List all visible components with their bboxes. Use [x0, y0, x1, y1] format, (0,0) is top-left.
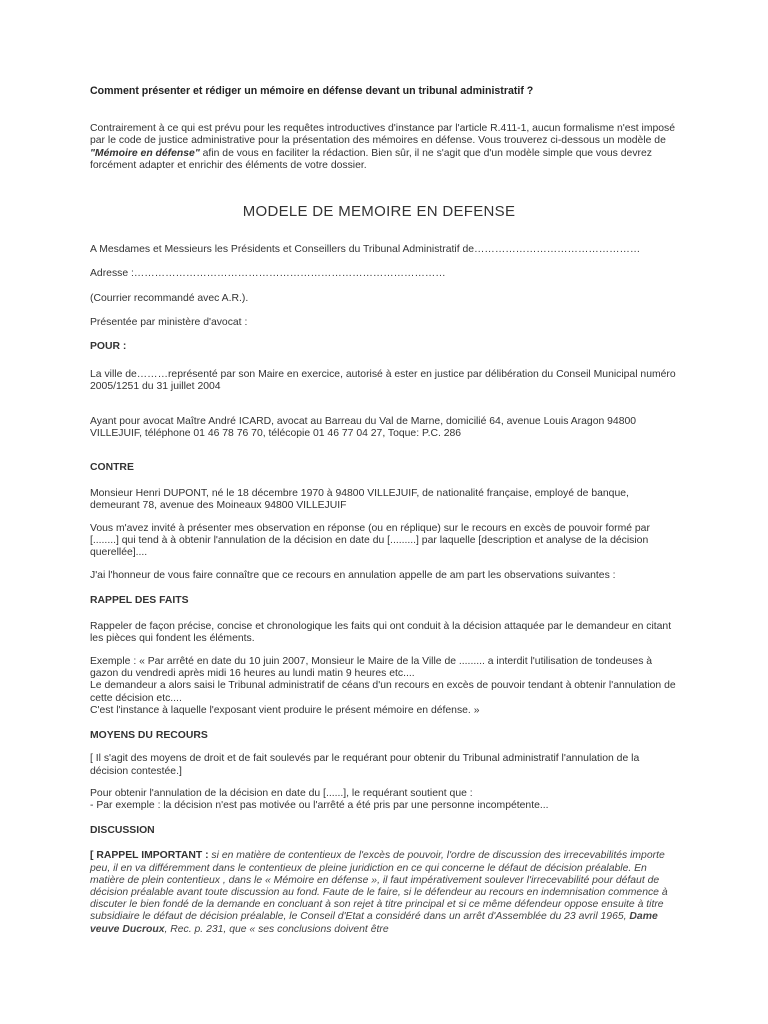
- moyens-heading: MOYENS DU RECOURS: [90, 730, 208, 742]
- obtenir-paragraph: [90, 788, 680, 812]
- faits-heading: RAPPEL DES FAITS: [90, 595, 189, 607]
- exemple-paragraph: [90, 656, 680, 717]
- intro-emphasis: "Mémoire en défense": [90, 147, 200, 159]
- obtenir-line: Pour obtenir l'annulation de la décision en date du [......], le requérant soutient que :: [90, 787, 473, 799]
- intro-text-start: Contrairement à ce qui est prévu pour les requêtes introductives d'instance par l'article R.411-1, aucun formalisme n'est imposé par le code de justice administrative pour la présentation des mémoires en défense. Vous trouverez ci-dessous un modèle de: [90, 123, 676, 147]
- question-title: Comment présenter et rédiger un mémoire en défense devant un tribunal administratif ?: [90, 85, 534, 97]
- contre-paragraph: Monsieur Henri DUPONT, né le 18 décembre 1970 à 94800 VILLEJUIF, de nationalité française, employé de banque, demeurant 78, avenue des Moineaux 94800 VILLEJUIF: [90, 488, 629, 512]
- rappel-bracket: [: [90, 850, 94, 862]
- faits-paragraph: Rappeler de façon précise, concise et chronologique les faits qui ont conduit à la décision attaquée par le demandeur en citant les pièces qui fondent les éléments.: [90, 620, 672, 644]
- addressee-line: A Mesdames et Messieurs les Présidents et Conseillers du Tribunal Administratif de…………………………………………: [90, 244, 641, 256]
- pour-heading: POUR :: [90, 341, 127, 353]
- exemple-line: Le demandeur a alors saisi le Tribunal administratif de céans d'un recours en excès de pouvoir tendant à obtenir l'annulation de cette décision etc....: [90, 680, 676, 704]
- presentee-line: Présentée par ministère d'avocat :: [90, 316, 248, 328]
- obtenir-line: - Par exemple : la décision n'est pas motivée ou l'arrêté a été pris par une personne incompétente...: [90, 799, 549, 811]
- address-line: Adresse :………………………………………………………………………………: [90, 268, 446, 280]
- courrier-line: (Courrier recommandé avec A.R.).: [90, 292, 249, 304]
- pour-paragraph: La ville de………représenté par son Maire en exercice, autorisé à ester en justice par délibération du Conseil Municipal numéro 2005/1251 du 31 juillet 2004: [90, 369, 676, 393]
- exemple-line: Exemple : « Par arrêté en date du 10 juin 2007, Monsieur le Maire de la Ville de ......... a interdit l'utilisation de tondeuses à gazon du vendredi après midi 16 heures au lundi matin 9 heures etc....: [90, 656, 653, 680]
- exemple-line: C'est l'instance à laquelle l'exposant vient produire le présent mémoire en défense. »: [90, 704, 480, 716]
- document-content: [90, 85, 680, 936]
- rappel-text: si en matière de contentieux de l'excès de pouvoir, l'ordre de discussion des irrecevabilités importe peu, il en va différemment dans le contentieux de pleine juridiction en ce qui concerne le défaut de décision préalable. En matière de plein contentieux , dans le « Mémoire en défense », il faut impérativement soulever l'irrecevabilité pour défaut de décision préalable avant toute discussion au fond. Faute de le faire, si le défendeur au recours en indemnisation commence à discuter le bien fondé de la demande en concluant à son rejet à titre principal et si ce même défendeur oppose ensuite à titre subsidiaire le défaut de décision préalable, le Conseil d'Etat a considéré dans un arrêt d'Assemblée du 23 avril 1965,: [90, 850, 668, 923]
- rappel-label: RAPPEL IMPORTANT :: [96, 850, 209, 862]
- rappel-paragraph: [90, 850, 680, 935]
- invite-paragraph: Vous m'avez invité à présenter mes observation en réponse (ou en réplique) sur le recours en excès de pouvoir formé par [........] qui tend à à obtenir l'annulation de la décision en date du [.........] par laquelle [description et analyse de la décision querellée]....: [90, 522, 650, 559]
- intro-paragraph: [90, 123, 680, 172]
- intro-text-end: afin de vous en faciliter la rédaction. Bien sûr, il ne s'agit que d'un modèle simple que vous devrez forcément adapter et enrichir des éléments de votre dossier.: [90, 147, 652, 171]
- rappel-text-end: , Rec. p. 231, que « ses conclusions doivent être: [164, 923, 389, 935]
- main-title: MODELE DE MEMOIRE EN DEFENSE: [242, 203, 516, 221]
- moyens-paragraph: [ Il s'agit des moyens de droit et de fait soulevés par le requérant pour obtenir du Tribunal administratif l'annulation de la décision contestée.]: [90, 753, 640, 777]
- rappel-case-name: Dame veuve Ducroux: [90, 911, 658, 935]
- contre-heading: CONTRE: [90, 462, 134, 474]
- avocat-paragraph: Ayant pour avocat Maître André ICARD, avocat au Barreau du Val de Marne, domicilié 64, avenue Louis Aragon 94800 VILLEJUIF, téléphone 01 46 78 76 70, télécopie 01 46 77 04 27, Toque: P.C. 286: [90, 415, 637, 439]
- discussion-heading: DISCUSSION: [90, 825, 155, 837]
- honneur-paragraph: J'ai l'honneur de vous faire connaître que ce recours en annulation appelle de am part les observations suivantes :: [90, 570, 616, 582]
